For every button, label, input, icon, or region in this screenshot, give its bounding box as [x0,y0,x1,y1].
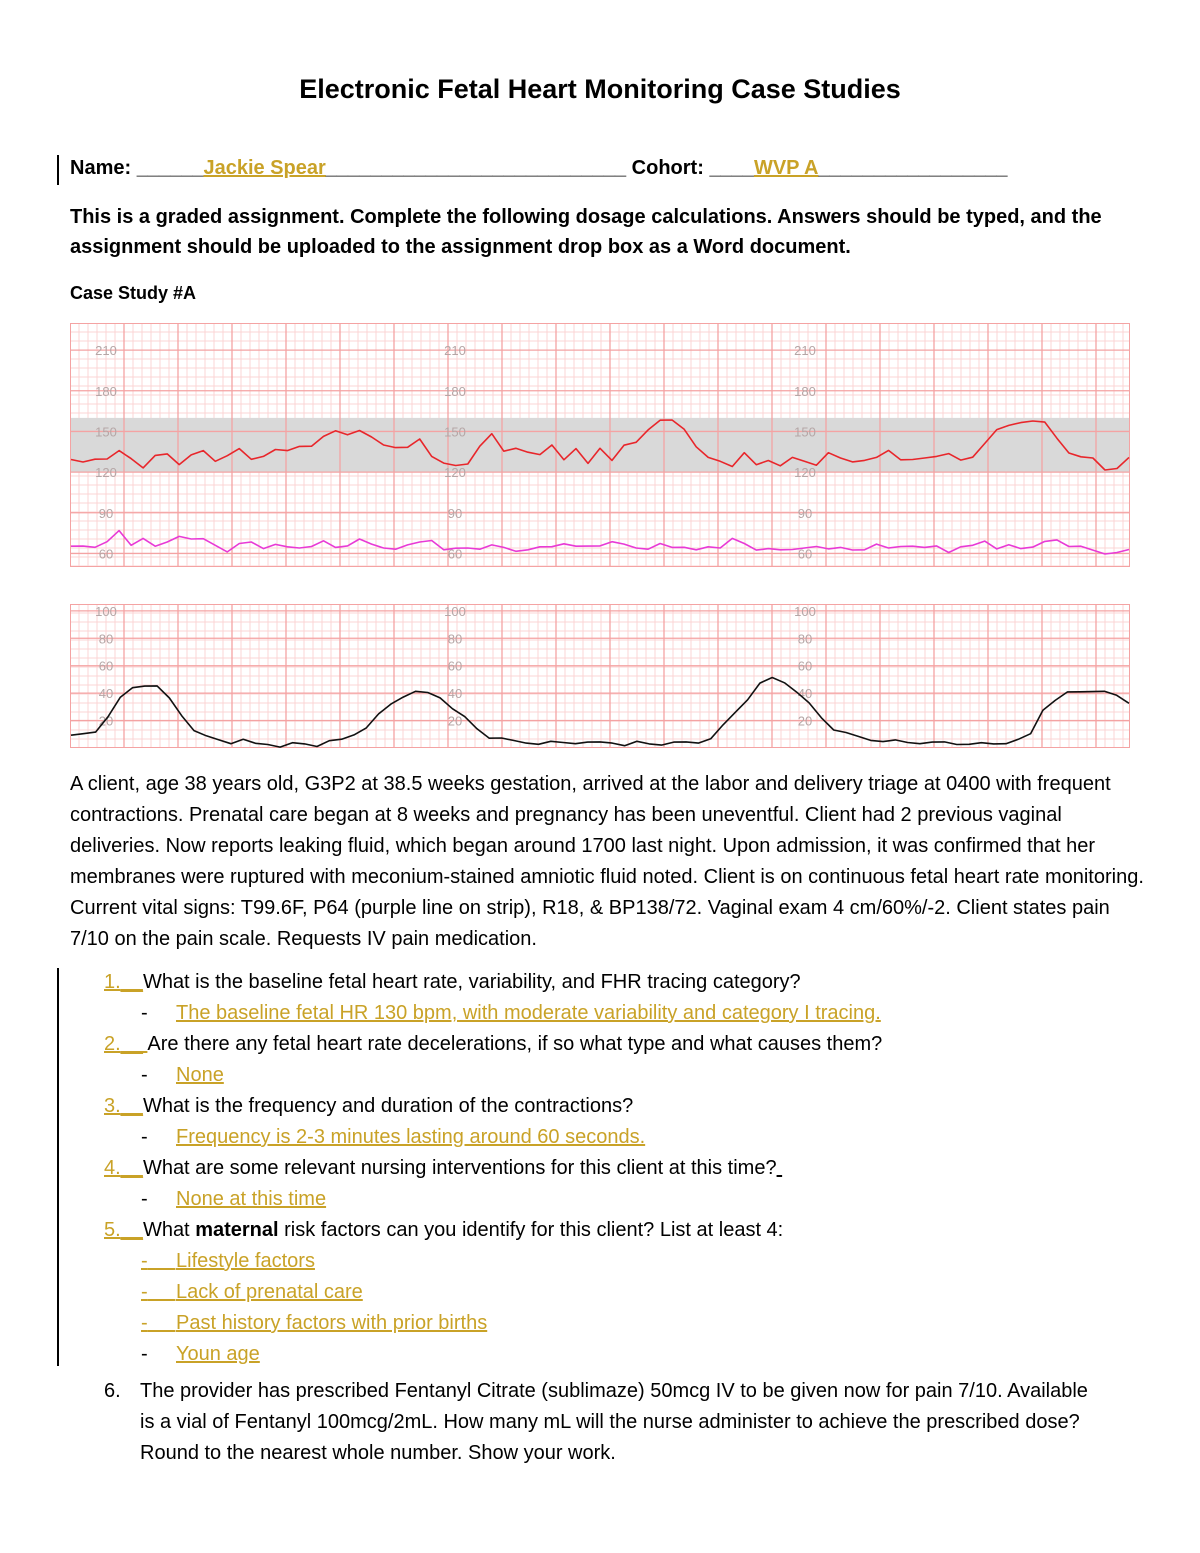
bullet: - [141,1126,148,1148]
answer-text: None [176,1064,224,1086]
answer-text: Lifestyle factors [176,1250,315,1272]
y-tick-label: 100 [95,604,117,619]
y-tick-label: 60 [98,658,114,674]
revision-bar [57,155,59,185]
y-tick-label: 60 [447,658,463,674]
y-tick-label: 180 [794,383,816,399]
y-tick-label: 90 [98,505,114,521]
answer-5-item [141,1312,488,1335]
y-tick-label: 20 [98,713,114,729]
revision-bar [57,968,59,1366]
cohort-label: Cohort: [631,157,704,179]
answer-text: Youn age [176,1343,260,1365]
answer-3 [141,1126,646,1149]
name-label: Name: [70,157,132,179]
question-text: What is the baseline fetal heart rate, variability, and FHR tracing category? [142,971,801,993]
y-tick-label: 180 [95,383,117,399]
y-tick-label: 180 [444,383,466,399]
answer-1 [141,1002,881,1025]
y-tick-label: 80 [447,631,463,647]
name-value: Jackie Spear [203,157,326,179]
question-text: Are there any fetal heart rate decelerations, if so what type and what causes them? [147,1033,883,1055]
bullet: - [141,1064,148,1086]
question-number: 5. [104,1219,121,1241]
y-tick-label: 20 [797,713,813,729]
question-2: 2.__ Are there any fetal heart rate decelerations, if so what type and what causes them? [104,1033,883,1055]
question-number: 6. [104,1380,121,1402]
bullet: - [141,1281,148,1303]
y-tick-label: 60 [797,658,813,674]
normal-range-band [70,418,1130,472]
y-tick-label: 60 [98,546,114,562]
y-tick-label: 120 [444,465,466,481]
case-scenario: A client, age 38 years old, G3P2 at 38.5 weeks gestation, arrived at the labor and delivery triage at 0400 with frequent contractions. Prenatal care began at 8 weeks and pregnancy has been uneventful. Client had 2 previous vaginal deliveries. Now reports leaking fluid, which began around 1700 last night. Upon admission, it was confirmed that her membranes were ruptured with meconium-stained amniotic fluid noted. Client is on continuous fetal heart rate monitoring. Current vital signs: T99.6F, P64 (purple line on strip), R18, & BP138/72. Vaginal exam 4 cm/60%/-2. Client states pain 7/10 on the pain scale. Requests IV pain medication. [70,773,1144,950]
uterine-activity-strip [70,604,1130,748]
answer-text: Frequency is 2-3 minutes lasting around 60 seconds. [176,1126,646,1148]
bullet: - [141,1002,148,1024]
y-tick-label: 210 [794,343,816,359]
y-tick-label: 210 [95,343,117,359]
name-cohort-line: Name: ______Jackie Spear___________________________ Cohort: ____WVP A_________________ [70,157,1008,179]
instructions: This is a graded assignment. Complete the following dosage calculations. Answers should be typed, and the assignment should be uploaded to the assignment drop box as a Word document. [70,206,1102,258]
y-tick-label: 90 [447,505,463,521]
y-tick-label: 120 [794,465,816,481]
y-tick-label: 80 [98,631,114,647]
question-text: The provider has prescribed Fentanyl Citrate (sublimaze) 50mcg IV to be given now for pain 7/10. Available is a vial of Fentanyl 100mcg/2mL. How many mL will the nurse administer to achieve the prescribed dose? Round to the nearest whole number. Show your work. [140,1380,1088,1464]
y-tick-label: 40 [447,686,463,702]
bullet: - [141,1188,148,1210]
cohort-value: WVP A [753,157,819,179]
answer-2 [141,1064,224,1087]
answer-text: Past history factors with prior births [176,1312,488,1334]
question-number: 1. [104,971,121,993]
question-6 [104,1376,1104,1469]
bullet: - [141,1343,148,1365]
y-tick-label: 60 [797,546,813,562]
answer-text: None at this time [176,1188,327,1210]
answer-5-item [141,1343,260,1366]
bullet: - [141,1250,148,1272]
y-tick-label: 150 [95,424,117,440]
question-number: 2. [104,1033,121,1055]
bullet: - [141,1312,148,1334]
y-tick-label: 80 [797,631,813,647]
y-tick-label: 40 [98,686,114,702]
y-tick-label: 120 [95,465,117,481]
answer-text: Lack of prenatal care [176,1281,363,1303]
y-tick-label: 20 [447,713,463,729]
question-text: What is the frequency and duration of the contractions? [142,1095,634,1117]
question-number: 4. [104,1157,121,1179]
question-4: 4.__What are some relevant nursing interventions for this client at this time? [104,1157,777,1179]
question-emphasis: maternal [195,1219,279,1241]
y-tick-label: 40 [797,686,813,702]
question-number: 3. [104,1095,121,1117]
y-tick-label: 150 [444,424,466,440]
y-tick-label: 60 [447,546,463,562]
y-tick-label: 210 [444,343,466,359]
answer-4 [141,1188,327,1211]
question-text: What are some relevant nursing interventions for this client at this time? [142,1157,777,1179]
case-study-label: Case Study #A [70,283,197,303]
y-tick-label: 100 [794,604,816,619]
question-1: 1.__What is the baseline fetal heart rate, variability, and FHR tracing category? [104,971,801,993]
answer-5-item [141,1250,315,1273]
answer-5-item [141,1281,363,1304]
question-5: 5.__What maternal risk factors can you identify for this client? List at least 4: [104,1219,784,1241]
y-tick-label: 90 [797,505,813,521]
y-tick-label: 100 [444,604,466,619]
document-title: Electronic Fetal Heart Monitoring Case Studies [299,74,901,104]
answer-text: The baseline fetal HR 130 bpm, with moderate variability and category I tracing. [176,1002,881,1024]
question-3: 3.__What is the frequency and duration of the contractions? [104,1095,634,1117]
fhr-strip [70,323,1130,567]
y-tick-label: 150 [794,424,816,440]
